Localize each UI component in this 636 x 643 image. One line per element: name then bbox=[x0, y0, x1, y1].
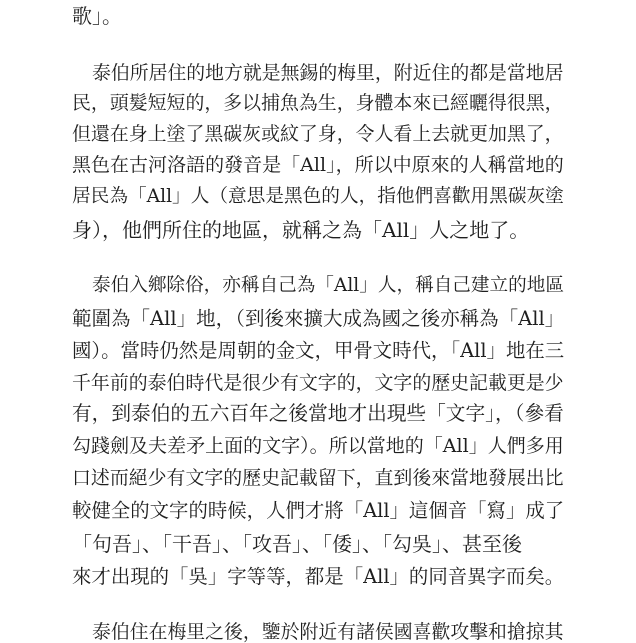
text-line: 身），他們所住的地區，就稱之為「All」人之地了。 bbox=[72, 218, 530, 242]
text-line: 居民為「All」人（意思是黑色的人，指他們喜歡用黑碳灰塗 bbox=[72, 186, 564, 207]
text-line: 來才出現的「吳」字等等，都是「All」的同音異字而矣。 bbox=[72, 565, 565, 588]
text-line: 但還在身上塗了黑碳灰或紋了身，令人看上去就更加黑了， bbox=[72, 123, 564, 145]
text-line: 勾踐劍及夫差矛上面的文字）。所以當地的「All」人們多用 bbox=[72, 435, 564, 457]
text-line: 口述而絕少有文字的歷史記載留下，直到後來當地發展出比 bbox=[72, 467, 564, 489]
text-line: 歌」。 bbox=[72, 4, 122, 28]
text-line: 「句吾」、「干吾」、「攻吾」、「倭」、「勾吳」、甚至後 bbox=[72, 532, 522, 556]
text-line: 泰伯住在梅里之後，鑒於附近有諸侯國喜歡攻擊和搶掠其 bbox=[92, 621, 564, 643]
text-line: 泰伯入鄉除俗，亦稱自己為「All」人，稱自己建立的地區 bbox=[92, 275, 564, 296]
text-line: 黑色在古河洛語的發音是「All」，所以中原來的人稱當地的 bbox=[72, 154, 564, 176]
text-line: 範圍為「All」地，（到後來擴大成為國之後亦稱為「All」 bbox=[72, 307, 565, 330]
text-line: 較健全的文字的時候，人們才將「All」這個音「寫」成了 bbox=[72, 499, 565, 522]
text-line: 千年前的泰伯時代是很少有文字的，文字的歷史記載更是少 bbox=[72, 372, 564, 394]
text-line: 泰伯所居住的地方就是無錫的梅里，附近住的都是當地居 bbox=[92, 62, 564, 84]
text-line: 民，頭髮短短的，多以捕魚為生，身體本來已經曬得很黑， bbox=[72, 92, 564, 114]
text-line: 國）。當時仍然是周朝的金文，甲骨文時代，「All」地在三 bbox=[72, 339, 565, 362]
text-line: 有，到泰伯的五六百年之後當地才出現些「文字」，（參看 bbox=[72, 402, 564, 425]
